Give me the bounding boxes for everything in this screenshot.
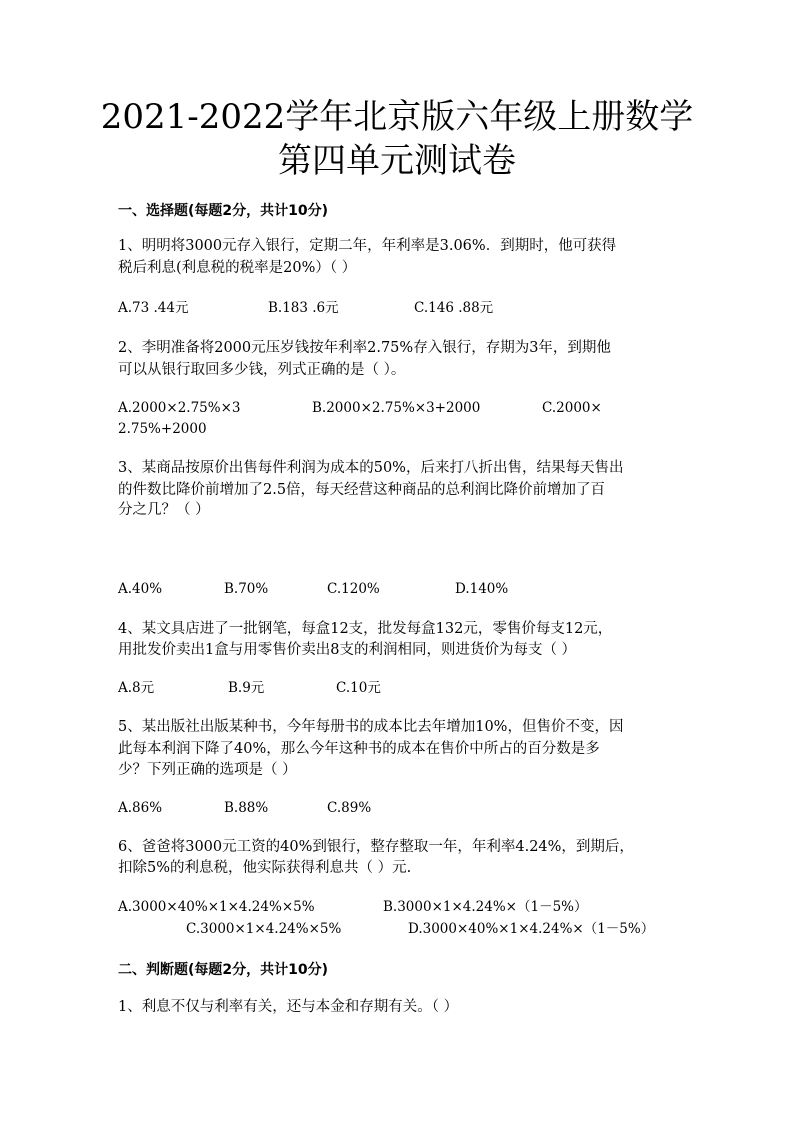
question-4-line-1: 4、某文具店进了一批钢笔，每盒12支，批发每盒132元，零售价每支12元， — [118, 621, 613, 637]
question-1-option-b: B.183 .6元 — [268, 300, 339, 316]
question-4-option-c: C.10元 — [336, 680, 381, 696]
question-2-line-2: 可以从银行取回多少钱，列式正确的是（ ）。 — [118, 362, 406, 378]
question-6-line-2: 扣除5%的利息税，他实际获得利息共（ ）元. — [118, 860, 412, 876]
title-line-1: 2021-2022学年北京版六年级上册数学 — [100, 97, 694, 137]
question-3-option-a: A.40% — [118, 581, 163, 597]
question-3-option-b: B.70% — [224, 581, 269, 597]
question-4-option-b: B.9元 — [228, 680, 265, 696]
question-2-option-c-cont: 2.75%+2000 — [118, 421, 207, 437]
question-2-option-a: A.2000×2.75%×3 — [118, 400, 241, 416]
question-6-option-d: D.3000×40%×1×4.24%×（1－5%） — [408, 921, 655, 937]
question-3-option-d: D.140% — [455, 581, 509, 597]
question-6-option-b: B.3000×1×4.24%×（1－5%） — [383, 899, 588, 915]
section-1-heading: 一、选择题(每题2分，共计10分) — [118, 203, 329, 219]
question-2-line-1: 2、李明准备将2000元压岁钱按年利率2.75%存入银行，存期为3年，到期他 — [118, 340, 611, 356]
question-1-option-c: C.146 .88元 — [414, 300, 494, 316]
section-2-heading: 二、判断题(每题2分，共计10分) — [118, 962, 329, 978]
title-line-2: 第四单元测试卷 — [278, 141, 516, 181]
question-6-option-a: A.3000×40%×1×4.24%×5% — [118, 899, 315, 915]
question-5-line-1: 5、某出版社出版某种书，今年每册书的成本比去年增加10%，但售价不变，因 — [118, 719, 624, 735]
question-3-line-1: 3、某商品按原价出售每件利润为成本的50%，后来打八折出售，结果每天售出 — [118, 460, 624, 476]
question-1-option-a: A.73 .44元 — [118, 300, 189, 316]
question-1-line-1: 1、明明将3000元存入银行，定期二年，年利率是3.06%．到期时，他可获得 — [118, 238, 617, 254]
question-5-option-a: A.86% — [118, 800, 163, 816]
question-6-line-1: 6、爸爸将3000元工资的40%到银行，整存整取一年，年利率4.24%，到期后， — [118, 839, 634, 855]
question-4-option-a: A.8元 — [118, 680, 155, 696]
question-5-option-b: B.88% — [224, 800, 269, 816]
question-2-option-c: C.2000× — [542, 400, 602, 416]
judgment-question-1: 1、利息不仅与利率有关，还与本金和存期有关。（ ） — [118, 999, 459, 1015]
question-2-option-b: B.2000×2.75%×3+2000 — [312, 400, 481, 416]
question-3-line-3: 分之几？（ ） — [118, 502, 210, 518]
question-6-option-c: C.3000×1×4.24%×5% — [186, 921, 342, 937]
question-3-line-2: 的件数比降价前增加了2.5倍，每天经营这种商品的总利润比降价前增加了百 — [118, 482, 606, 498]
question-5-line-2: 此每本利润下降了40%，那么今年这种书的成本在售价中所占的百分数是多 — [118, 741, 600, 757]
question-5-line-3: 少？下列正确的选项是（ ） — [118, 762, 297, 778]
question-3-option-c: C.120% — [327, 581, 380, 597]
question-1-line-2: 税后利息(利息税的税率是20%）（ ） — [118, 260, 357, 276]
question-4-line-2: 用批发价卖出1盒与用零售价卖出8支的利润相同，则进货价为每支（ ） — [118, 642, 577, 658]
question-5-option-c: C.89% — [327, 800, 372, 816]
